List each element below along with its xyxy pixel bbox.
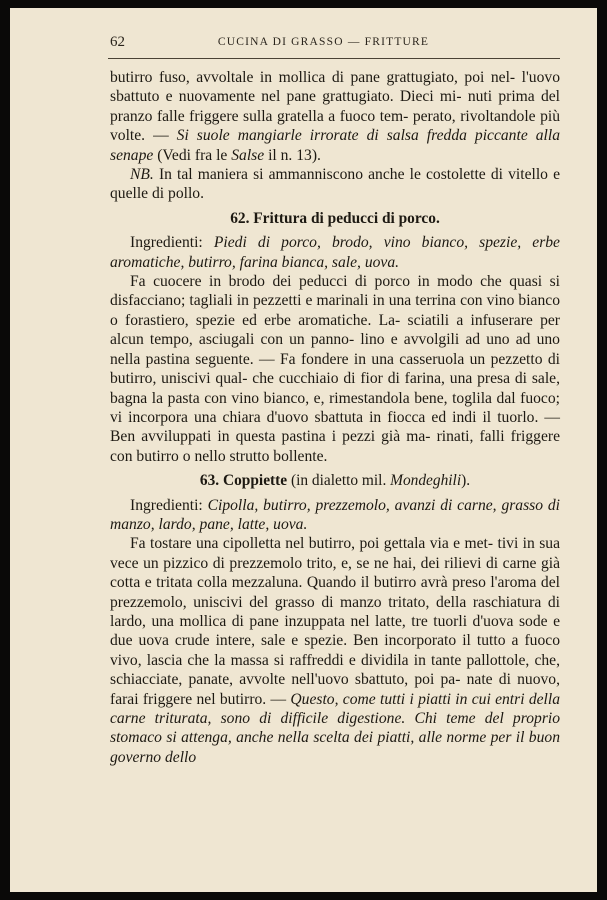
title-text: (in dialetto mil. (287, 472, 391, 490)
recipe-63-method (110, 534, 560, 767)
italic-text: Questo, come tutti (290, 690, 406, 708)
header-rule (108, 58, 560, 59)
italic-text: i piatti in cui entri della carne triturata, sono di difficile (110, 690, 561, 727)
text-line: rinati, falli friggere con butirro o nello strutto bollente. (110, 428, 561, 465)
text-line: si disfacciano; tagliali in pezzetti e marinali in una terrina (110, 273, 560, 310)
text-line: Fa tostare una cipolletta nel butirro, poi gettala via e met- (130, 535, 494, 553)
running-title: CUCINA DI GRASSO — FRITTURE (217, 36, 430, 48)
text-line: che, schiacciate, panate, avvolte nell'uovo sbattuto, poi pa- (110, 651, 560, 689)
text-line: che cucchiaio di fior di farina, una presa di sale, bagna la (110, 370, 560, 407)
nb-paragraph (110, 165, 560, 204)
italic-text: Mondeghili (390, 472, 462, 490)
ingredients-label: Ingredienti: (130, 496, 208, 514)
italic-text: Piedi di porco, brodo, vino bianco, spezie, erbe (213, 234, 560, 252)
text-line: perato, rivoltandole più volte. — (110, 107, 561, 145)
text-line: vi incorpora una chiara d'uovo sbattuta in fiocca ed indi il (110, 408, 492, 426)
text-line: con vino bianco o forastiero, spezie ed erbe aromatiche. La- (110, 292, 560, 329)
recipe-62-title: 62. Frittura di peducci di porco. (230, 209, 440, 227)
italic-text: Salse (231, 146, 265, 164)
text-line: lino e avvolgili ad uno ad uno nella pastina seguente. — Fa (110, 331, 560, 368)
text-line: pasta con vino bianco, e, rimestandola bene, toglila dal fuoco; (167, 389, 560, 407)
ingredients-label: Ingredienti: (130, 234, 214, 252)
text-line: intere, sale e spezie. Ben incorporato il tutto a fuoco vivo, (110, 632, 560, 669)
text-line: l'uovo sbattuto e nuovamente nel pane grattugiato. Dieci mi- (110, 69, 560, 106)
text-line: il n. 13). (264, 146, 321, 164)
text-line: (Vedi fra le (153, 146, 232, 164)
page-body (110, 68, 560, 767)
text-line: di manzo tritato, della raschiatura di lardo, una mollica di (110, 593, 560, 630)
recipe-63-title-bold: 63. Coppiette (199, 472, 288, 490)
nb-label: NB. (130, 166, 154, 184)
italic-text: nella scelta dei piatti, alle norme per il buon governo dello (110, 729, 560, 766)
page-header (10, 34, 597, 54)
text-line: lascia che la massa si raffreddi e dividila in tante pallottole, (146, 651, 530, 669)
text-line: nate di nuovo, farai friggere nel butirro. — (110, 671, 560, 708)
text-line: tivi in sua vece un pizzico di prezzemolo trito, e, se ne hai, (110, 535, 560, 572)
text-line: Fa cuocere in brodo dei peducci di porco in modo che quasi (130, 273, 543, 291)
italic-text: di salsa fredda piccante alla senape (110, 127, 560, 164)
text-line: In tal maniera si ammanniscono anche le costolette (153, 166, 486, 184)
text-line: il butirro avrà preso l'aroma del prezzemolo, uniscivi del grasso (110, 574, 560, 611)
text-line: dei rilievi di carne già cotta e tritata colla mezzaluna. Quando (110, 554, 560, 592)
text-line: pane inzuppata nel latte, tre tuorli d'uova sode e due uova crude (110, 612, 560, 650)
recipe-62-ingredients (110, 233, 560, 272)
page-number: 62 (110, 34, 125, 50)
text-line: fondere in una casseruola un pezzetto di butirro, uniscivi qual- (110, 350, 561, 388)
italic-text: aromatiche, butirro, farina bianca, sale, uova. (110, 253, 400, 271)
text-line: butirro fuso, avvoltale in mollica di pane grattugiato, poi nel- (110, 69, 516, 86)
intro-paragraph (110, 68, 560, 165)
recipe-63-title (110, 471, 560, 490)
italic-text: grasso di manzo, lardo, pane, latte, uova. (110, 496, 561, 533)
title-text: ). (461, 472, 471, 490)
italic-text: Si suole mangiarle irrorate (176, 127, 359, 145)
text-line: di vitello e quelle di pollo. (110, 166, 560, 203)
text-line: sciatili a infuserare per alcun tempo, asciugali con un panno- (110, 311, 560, 349)
italic-text: digestione. Chi teme del proprio stomaco si attenga, anche (110, 710, 561, 747)
book-page (10, 8, 597, 892)
text-line: tuorlo. — Ben avviluppati in questa pastina i pezzi già ma- (110, 408, 560, 446)
recipe-62-method (110, 272, 560, 466)
text-line: nuti prima del pranzo falle friggere sulla gratella a fuoco tem- (110, 88, 560, 125)
italic-text: Cipolla, butirro, prezzemolo, avanzi di carne, (207, 496, 497, 514)
recipe-63-ingredients (110, 496, 560, 535)
